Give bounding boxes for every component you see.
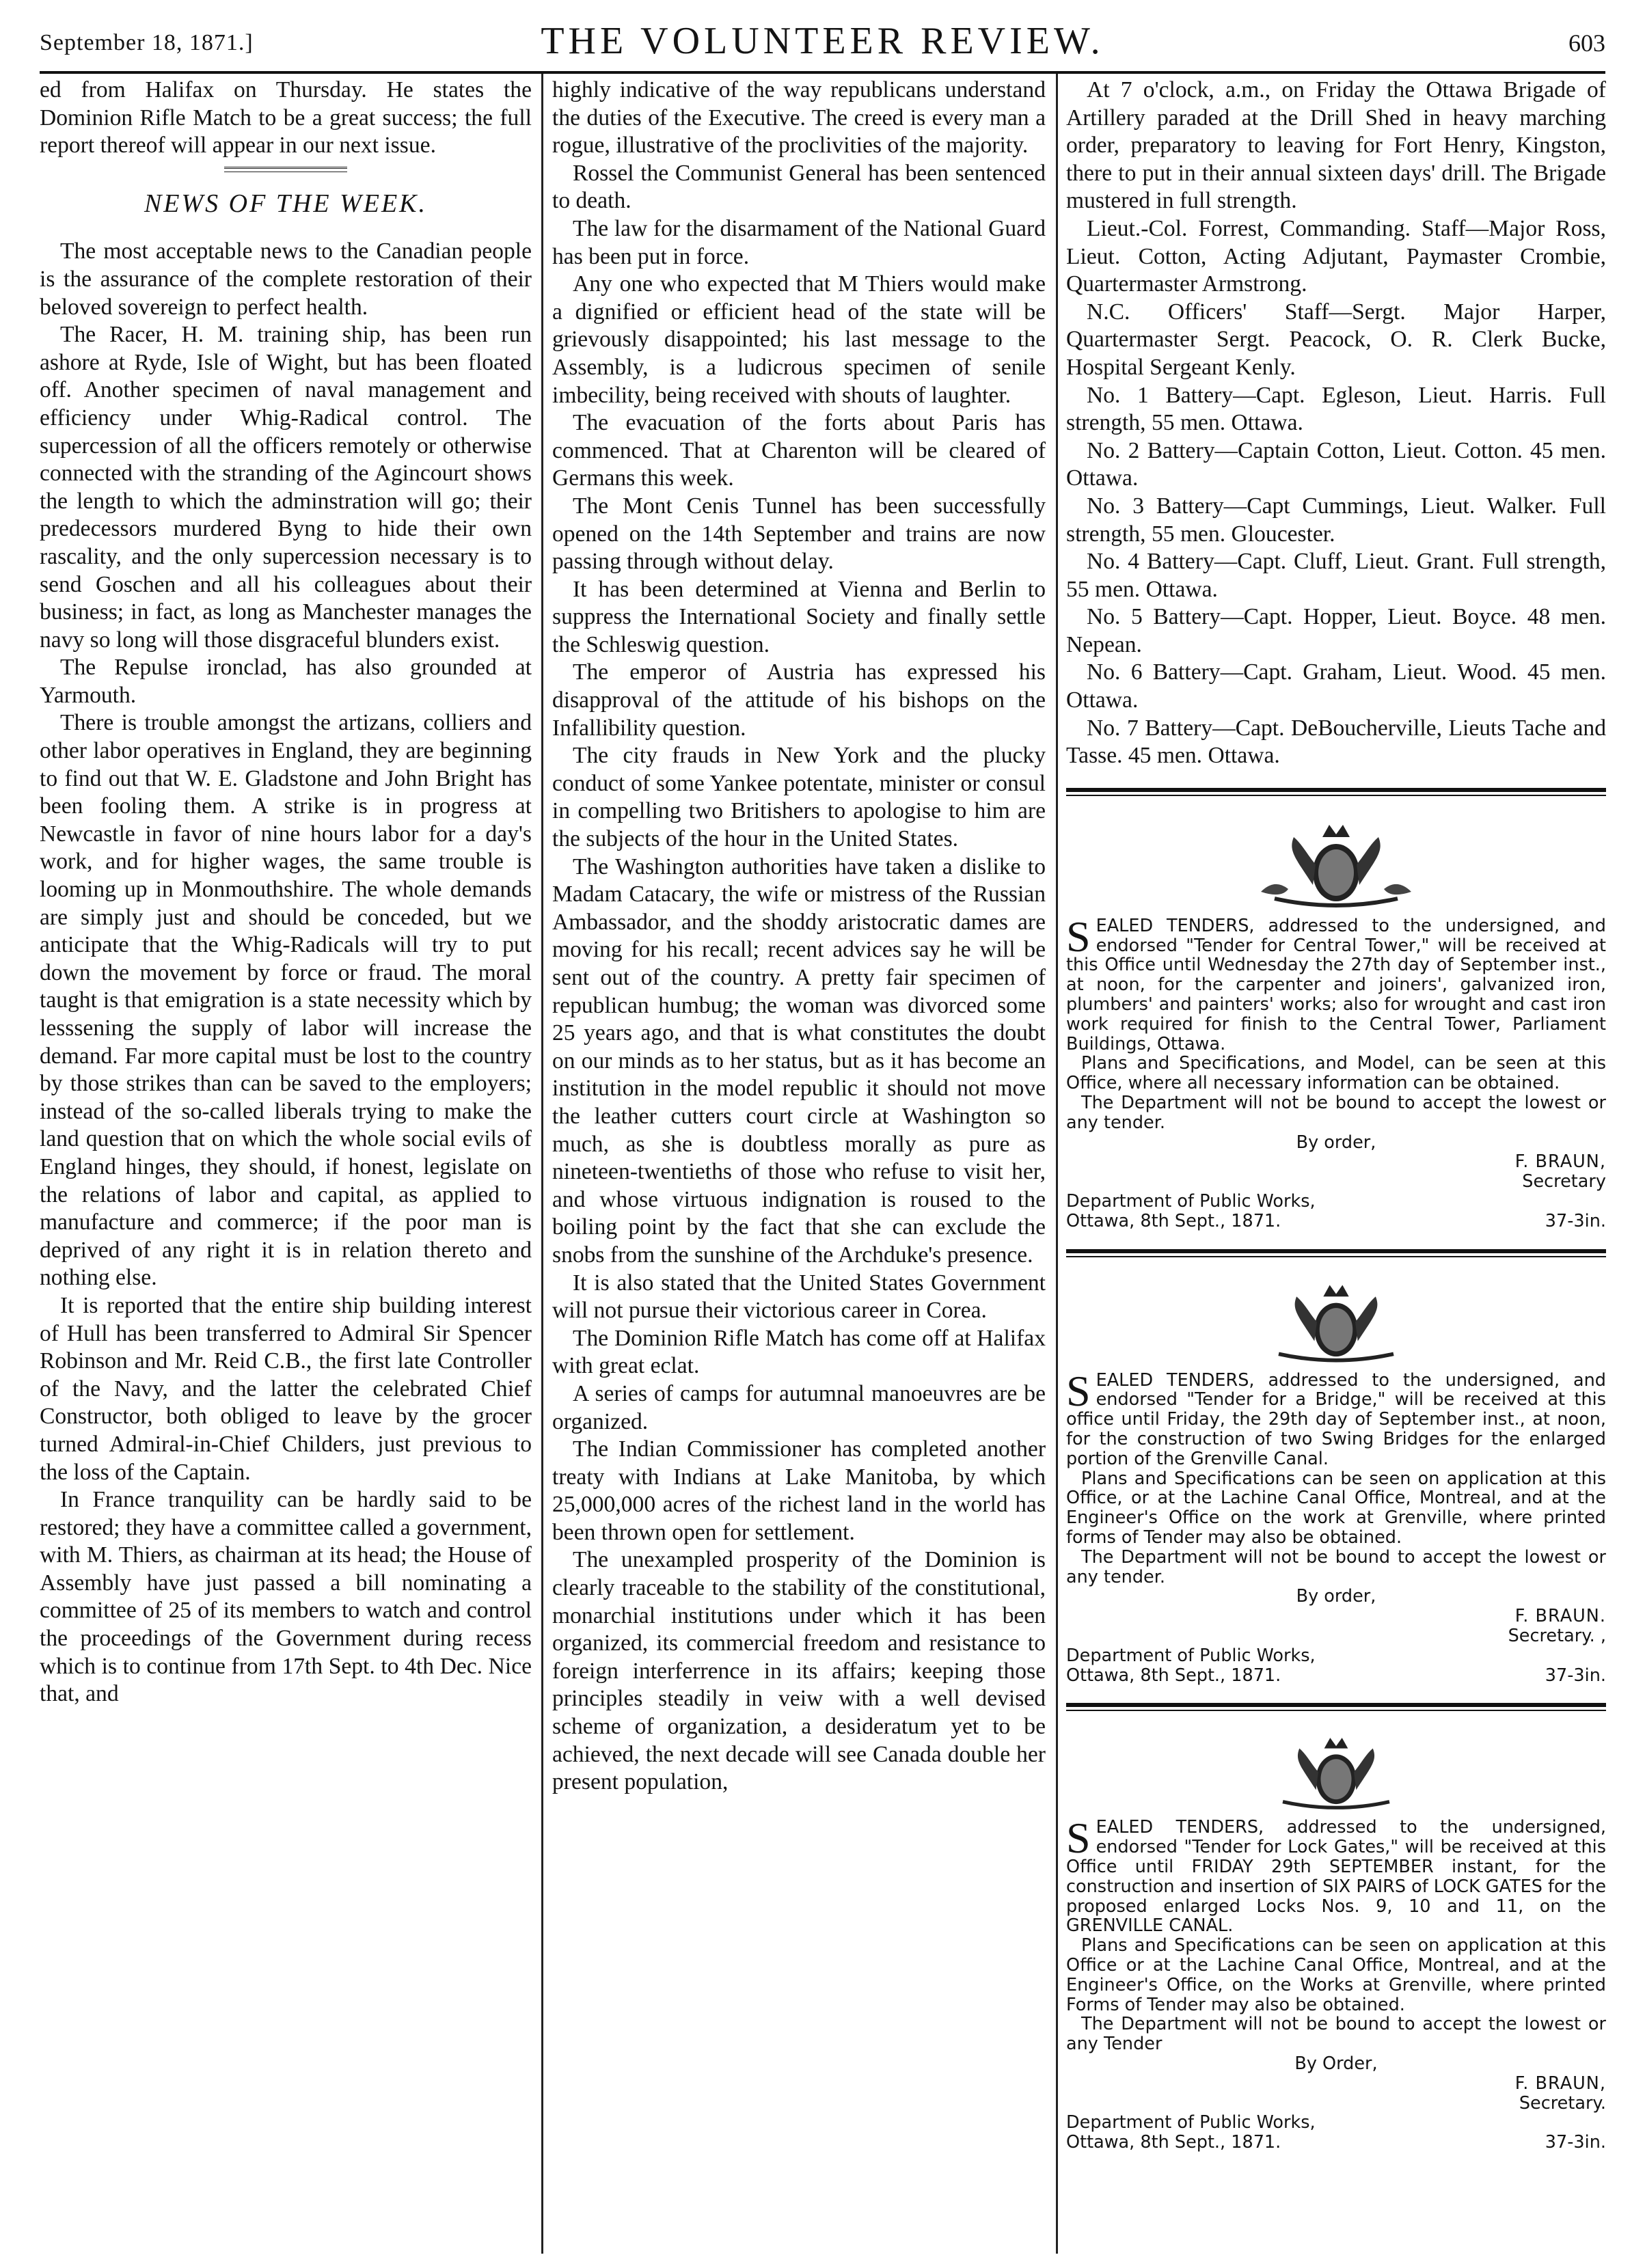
article-paragraph: The city frauds in New York and the plucky conduct of some Yankee potentate, minister or consul in compelling two Britishers to apologise to him are the subjects of the hour in the United States. [552,743,1046,852]
royal-crest-icon [1247,810,1425,912]
article-paragraph: It has been determined at Vienna and Berlin to suppress the International Society and finally settle the Schleswig question. [552,576,1046,657]
ad-body: EALED TENDERS, addressed to the undersigned, and endorsed "Tender for a Bridge," will be received at this office until Friday, the 29th day of September inst., at noon, for the construction of two Swing Bridges for the enlarged portion of the Grenville Canal. [1066,1369,1606,1469]
ad-notice: The Department will not be bound to accept the lowest or any Tender [1066,2014,1606,2055]
article-paragraph: The Washington authorities have taken a dislike to Madam Catacary, the wife or mistress of the Russian Ambassador, and the shoddy aristocratic dames are moving for his recall; recent advices say he will be sent out of the country. A pretty fair specimen of republican humbug; the woman was divorced some 25 years ago, and that is what constitutes the doubt on our minds as to her status, but as it has become an institution in the model republic it should not move the leather cutters court circle at Washington so much, as she is doubtless morally as pure as nineteen-twentieths of those who refuse to visit her, and whose virtuous indignation is roused to the boiling point by the fact that she can exclude the snobs from the sunshine of the Archduke's presence. [552,853,1046,1268]
article-paragraph: highly indicative of the way republicans understand the duties of the Executive. The creed is every man a rogue, illustrative of the proclivities of the majority. [552,77,1046,159]
page-header [40,14,1605,68]
article-paragraph: N.C. Officers' Staff—Sergt. Major Harper, Quartermaster Sergt. Peacock, O. R. Clerk Bucke, Hospital Sergeant Kenly. [1066,299,1606,380]
column-divider [1056,74,1058,2254]
article-paragraph: The law for the disarmament of the National Guard has been put in force. [552,215,1046,269]
article-paragraph: Lieut.-Col. Forrest, Commanding. Staff—Major Ross, Lieut. Cotton, Acting Adjutant, Paymaster Crombie, Quartermaster Armstrong. [1066,215,1606,297]
article-paragraph: Rossel the Communist General has been sentenced to death. [552,160,1046,214]
ad-body: EALED TENDERS, addressed to the undersigned, endorsed "Tender for Lock Gates," will be received at this Office until FRIDAY 29th SEPTEMBER instant, for the construction and insertion of SIX PAIRS of LOCK GATES for the proposed enlarged Locks Nos. 9, 10 and 11, on the GRENVILLE CANAL. [1066,1817,1606,1937]
column-1 [40,77,532,2250]
ad-place-date: Ottawa, 8th Sept., 1871. [1066,1210,1281,1231]
article-paragraph: The unexampled prosperity of the Dominion is clearly traceable to the stability of the constitutional, monarchial institutions under which it has been organized, its commercial freedom and resistance to foreign interferrence in its affairs; keeping those principles steadily in veiw with a well devised scheme of organization, a desideratum yet to be achieved, the next decade will see Canada double her present population, [552,1547,1046,1795]
ad-role: Secretary [1522,1171,1606,1192]
ad-signatory: F. BRAUN. [1514,1606,1606,1627]
ad-notice: The Department will not be bound to accept the lowest or any tender. [1066,1093,1606,1133]
battery-entry: No. 5 Battery—Capt. Hopper, Lieut. Boyce. 48 men. Nepean. [1066,604,1606,657]
column-divider [541,74,543,2254]
header-rule [40,71,1605,74]
ad-plans: Plans and Specifications can be seen on application at this Office or at the Lachine Canal Office, Montreal, and at the Engineer's Office, on the Works at Grenville, where printed Forms of Tender may also be obtained. [1066,1935,1606,2015]
royal-crest-icon [1247,1725,1425,1814]
battery-entry: No. 6 Battery—Capt. Graham, Lieut. Wood. 45 men. Ottawa. [1066,659,1606,713]
ad-role: Secretary. [1519,2092,1606,2114]
column-3 [1066,77,1606,2250]
ad-code: 37-3in. [1545,2132,1606,2153]
battery-entry: No. 1 Battery—Capt. Egleson, Lieut. Harris. Full strength, 55 men. Ottawa. [1066,382,1606,436]
drop-cap: S [1066,1814,1091,1863]
article-paragraph: The Dominion Rifle Match has come off at Halifax with great eclat. [552,1325,1046,1379]
article-paragraph: The Mont Cenis Tunnel has been successfully opened on the 14th September and trains are now passing through without delay. [552,493,1046,575]
ad-by-order: By Order, [1294,2053,1378,2074]
ad-code: 37-3in. [1545,1665,1606,1686]
article-paragraph: The Racer, H. M. training ship, has been run ashore at Ryde, Isle of Wight, but has been floated off. Another specimen of naval management and efficiency under Whig-Radical control. The supercession of all the officers remotely or otherwise connected with the stranding of the Agincourt shows the length to which the adminstration will go; their predecessors murdered Byng to hide their own rascality, and the only supercession necessary is to send Goschen and all his colleagues about their business; in fact, as long as Manchester manages the navy so long will those disgraceful blunders exist. [40,322,532,653]
article-paragraph: In France tranquility can be hardly said to be restored; they have a committee called a government, with M. Thiers, as chairman at its head; the House of Assembly have just passed a bill nominating a committee of 25 of its members to watch and control the proceedings of the Government during recess which is to continue from 17th Sept. to 4th Dec. Nice that, and [40,1487,532,1707]
battery-entry: No. 2 Battery—Captain Cotton, Lieut. Cotton. 45 men. Ottawa. [1066,437,1606,491]
ad-place-date: Ottawa, 8th Sept., 1871. [1066,1665,1281,1686]
ad-notice: The Department will not be bound to accept the lowest or any tender. [1066,1546,1606,1587]
advertisement-rule [1066,1249,1606,1257]
article-paragraph: It is also stated that the United States Government will not pursue their victorious career in Corea. [552,1270,1046,1324]
issue-date: September 18, 1871.] [40,30,254,55]
ad-by-order: By order, [1296,1586,1376,1607]
page-number: 603 [1568,29,1605,57]
ad-department: Department of Public Works, [1066,2112,1316,2133]
article-paragraph: At 7 o'clock, a.m., on Friday the Ottawa Brigade of Artillery paraded at the Drill Shed in heavy marching order, preparatory to leaving for Fort Henry, Kingston, there to put in their annual sixteen days' drill. The Brigade mustered in full strength. [1066,77,1606,214]
advertisement-rule [1066,1703,1606,1711]
ad-code: 37-3in. [1545,1210,1606,1231]
ad-by-order: By order, [1296,1132,1376,1153]
ad-role: Secretary. , [1508,1625,1606,1646]
ad-body: EALED TENDERS, addressed to the undersigned, and endorsed "Tender for Central Tower," will be received at this Office until Wednesday the 27th day of September inst., at noon, for the carpenter and joiners', galvanized iron, plumbers' and painters' works; also for wrought and cast iron work required for finish to the Central Tower, Parliament Buildings, Ottawa. [1066,915,1606,1054]
advertisement-rule [1066,788,1606,796]
section-separator [224,167,347,172]
tender-advertisement [1066,1271,1606,1686]
column-2 [552,77,1046,2250]
ad-place-date: Ottawa, 8th Sept., 1871. [1066,2132,1281,2153]
article-paragraph: The emperor of Austria has expressed his disapproval of the attitude of his bishops on the Infallibility question. [552,659,1046,741]
article-paragraph: The Repulse ironclad, has also grounded at Yarmouth. [40,655,532,708]
ad-signatory: F. BRAUN, [1514,2073,1606,2094]
article-paragraph: The Indian Commissioner has completed another treaty with Indians at Lake Manitoba, by which 25,000,000 acres of the richest land in the world has been thrown open for settlement. [552,1436,1046,1545]
article-paragraph: It is reported that the entire ship building interest of Hull has been transferred to Admiral Sir Spencer Robinson and Mr. Reid C.B., the first late Controller of the Navy, and the latter the celebrated Chief Constructor, both obliged to leave by the grocer turned Admiral-in-Chief Childers, just previous to the loss of the Captain. [40,1292,532,1485]
drop-cap: S [1066,1366,1091,1415]
article-paragraph: There is trouble amongst the artizans, colliers and other labor operatives in England, they are beginning to find out that W. E. Gladstone and John Bright has been fooling them. A strike is in progress at Newcastle in favor of nine hours labor for a day's work, and for higher wages, the same trouble is looming up in Monmouthshire. The whole demands are simply just and should be conceded, but we anticipate that the Whig-Radicals will try to put down the movement by force or fraud. The moral taught is that emigration is a state necessity which by lesssening the supply of labor will increase the demand. Far more capital must be lost to the country by those strikes than can be saved to the employers; instead of the so-called liberals trying to make the land question that on which the whole social evils of England hinges, they should, if honest, legislate on the relations of labor and capital, as applied to manufacture and commerce; if the poor man is deprived of any right it is in relation thereto and nothing else. [40,710,532,1291]
ad-plans: Plans and Specifications, and Model, can be seen at this Office, where all necessary information can be obtained. [1066,1053,1606,1094]
article-paragraph: Any one who expected that M Thiers would make a dignified or efficient head of the state will be grievously disappointed; his last message to the Assembly, is a ludicrous specimen of senile imbecility, being received with shouts of laughter. [552,271,1046,408]
continued-paragraph: ed from Halifax on Thursday. He states the Dominion Rifle Match to be a great success; the full report thereof will appear in our next issue. [40,77,532,159]
tender-advertisement [1066,1725,1606,2153]
ad-plans: Plans and Specifications can be seen on application at this Office, or at the Lachine Canal Office, Montreal, and at the Engineer's Office on the work at Grenville, where printed forms of Tender may also be obtained. [1066,1468,1606,1548]
article-paragraph: The most acceptable news to the Canadian people is the assurance of the complete restoration of their beloved sovereign to perfect health. [40,238,532,320]
article-paragraph: The evacuation of the forts about Paris has commenced. That at Charenton will be cleared of Germans this week. [552,410,1046,491]
newspaper-title: THE VOLUNTEER REVIEW. [541,20,1104,62]
battery-entry: No. 7 Battery—Capt. DeBoucherville, Lieuts Tache and Tasse. 45 men. Ottawa. [1066,715,1606,769]
tender-advertisement [1066,810,1606,1231]
battery-entry: No. 4 Battery—Capt. Cluff, Lieut. Grant. Full strength, 55 men. Ottawa. [1066,549,1606,602]
battery-entry: No. 3 Battery—Capt Cummings, Lieut. Walker. Full strength, 55 men. Gloucester. [1066,493,1606,547]
ad-department: Department of Public Works, [1066,1645,1316,1666]
royal-crest-icon [1247,1271,1425,1367]
ad-department: Department of Public Works, [1066,1191,1316,1212]
section-heading: NEWS OF THE WEEK. [144,189,428,218]
ad-signatory: F. BRAUN, [1514,1151,1606,1173]
article-paragraph: A series of camps for autumnal manoeuvres are be organized. [552,1380,1046,1434]
drop-cap: S [1066,912,1091,961]
